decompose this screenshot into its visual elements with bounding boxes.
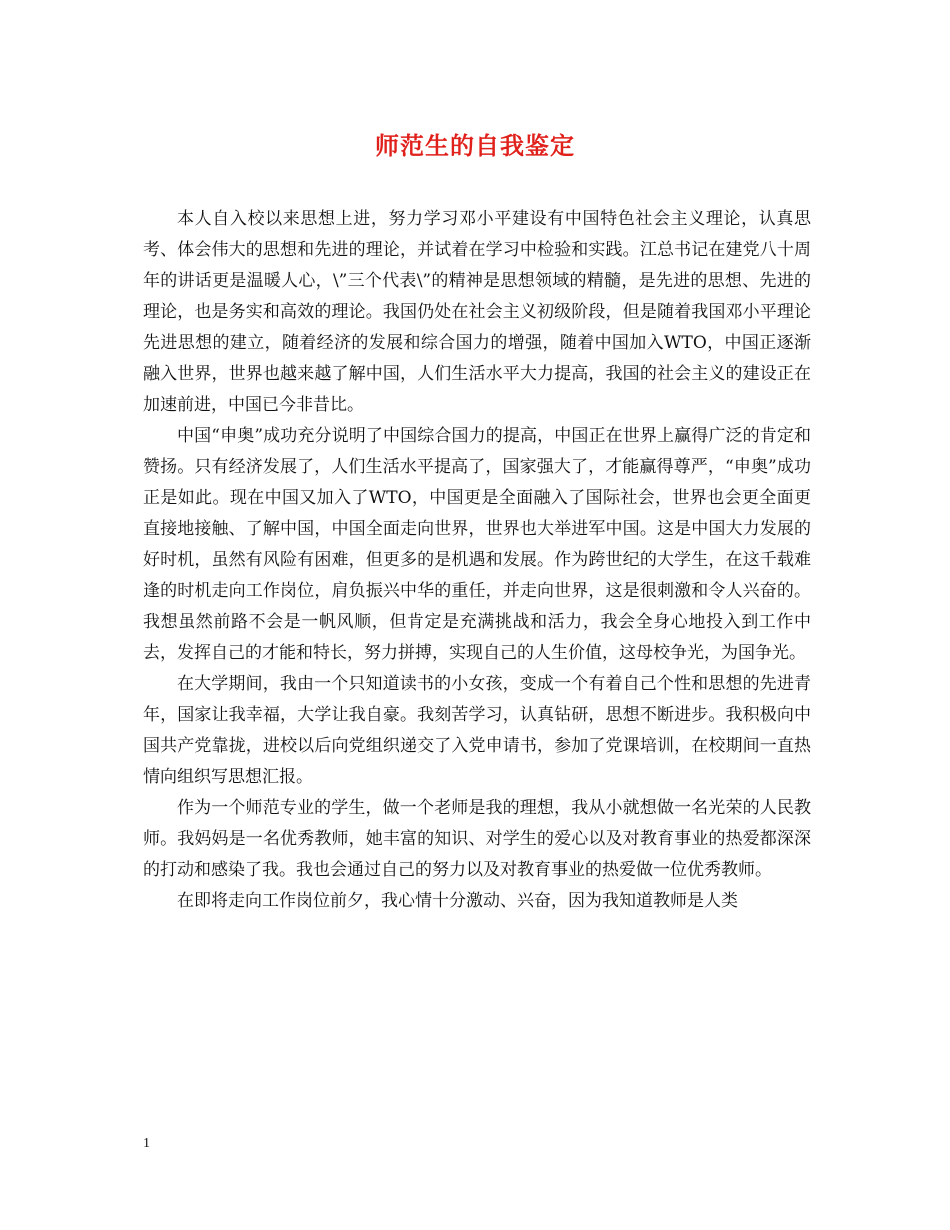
paragraph-2: 中国“申奥”成功充分说明了中国综合国力的提高，中国正在世界上赢得广泛的肯定和赞扬。只有经济发展了，人们生活水平提高了，国家强大了，才能赢得尊严，“申奥”成功正是如此。现在中国又加入了WTO，中国更是全面融入了国际社会，世界也会更全面更直接地接触、了解中国，中国全面走向世界，世界也大举进军中国。这是中国大力发展的好时机，虽然有风险有困难，但更多的是机遇和发展。作为跨世纪的大学生，在这千载难逢的时机走向工作岗位，肩负振兴中华的重任，并走向世界，这是很刺激和令人兴奋的。我想虽然前路不会是一帆风顺，但肯定是充满挑战和活力，我会全身心地投入到工作中去，发挥自己的才能和特长，努力拼搏，实现自己的人生价值，这母校争光，为国争光。	[143, 426, 811, 663]
paragraph-4: 作为一个师范专业的学生，做一个老师是我的理想，我从小就想做一名光荣的人民教师。我妈妈是一名优秀教师，她丰富的知识、对学生的爱心以及对教育事业的热爱都深深的打动和感染了我。我也会通过自己的努力以及对教育事业的热爱做一位优秀教师。	[143, 798, 811, 880]
paragraph-5: 在即将走向工作岗位前夕，我心情十分激动、兴奋，因为我知道教师是人类	[177, 891, 738, 911]
paragraph-3: 在大学期间，我由一个只知道读书的小女孩，变成一个有着自己个性和思想的先进青年，国家让我幸福，大学让我自豪。我刻苦学习，认真钻研，思想不断进步。我积极向中国共产党靠拢，进校以后向党组织递交了入党申请书，参加了党课培训，在校期间一直热情向组织写思想汇报。	[143, 674, 811, 787]
page-number: 1	[143, 1136, 150, 1151]
document-body	[143, 204, 811, 917]
document-title: 师范生的自我鉴定	[375, 131, 575, 160]
paragraph-1: 本人自入校以来思想上进，努力学习邓小平建设有中国特色社会主义理论，认真思考、体会伟大的思想和先进的理论，并试着在学习中检验和实践。江总书记在建党八十周年的讲话更是温暖人心，\”三个代表\”的精神是思想领域的精髓，是先进的思想、先进的理论，也是务实和高效的理论。我国仍处在社会主义初级阶段，但是随着我国邓小平理论先进思想的建立，随着经济的发展和综合国力的增强，随着中国加入WTO，中国正逐渐融入世界，世界也越来越了解中国，人们生活水平大力提高，我国的社会主义的建设正在加速前进，中国已今非昔比。	[143, 209, 811, 415]
